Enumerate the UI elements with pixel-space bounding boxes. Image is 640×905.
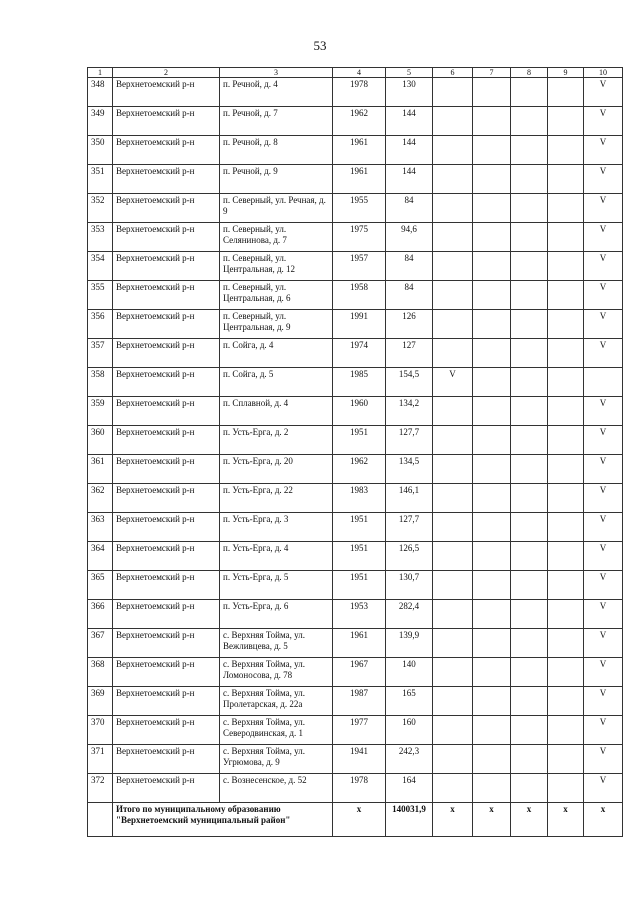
col-8-mark [511, 136, 548, 165]
year-cell: 1941 [333, 745, 386, 774]
col-7-mark [473, 281, 511, 310]
table-row [88, 513, 623, 542]
table-row [88, 426, 623, 455]
row-number: 370 [88, 716, 113, 745]
col-6-mark [433, 78, 473, 107]
row-number: 363 [88, 513, 113, 542]
col-7-mark [473, 136, 511, 165]
col-8-mark [511, 368, 548, 397]
address-cell: с. Верхняя Тойма, ул. Ломоносова, д. 78 [220, 658, 333, 687]
col-6-mark [433, 252, 473, 281]
col-6-mark [433, 426, 473, 455]
col-7-mark [473, 339, 511, 368]
year-cell: 1955 [333, 194, 386, 223]
col-7-mark [473, 542, 511, 571]
col-9-mark [548, 600, 584, 629]
col-6-mark [433, 484, 473, 513]
column-header: 10 [584, 68, 623, 78]
year-cell: 1958 [333, 281, 386, 310]
area-cell: 127 [386, 339, 433, 368]
row-number: 357 [88, 339, 113, 368]
total-area: 140031,9 [386, 803, 433, 837]
table-row [88, 658, 623, 687]
col-10-mark: V [584, 774, 623, 803]
district-cell: Верхнетоемский р-н [113, 252, 220, 281]
col-9-mark [548, 745, 584, 774]
col-6-mark [433, 716, 473, 745]
row-number: 359 [88, 397, 113, 426]
col-7-mark [473, 78, 511, 107]
address-cell: п. Усть-Ерга, д. 2 [220, 426, 333, 455]
col-9-mark [548, 397, 584, 426]
district-cell: Верхнетоемский р-н [113, 165, 220, 194]
year-cell: 1987 [333, 687, 386, 716]
area-cell: 154,5 [386, 368, 433, 397]
col-10-mark: V [584, 658, 623, 687]
col-10-mark: V [584, 223, 623, 252]
area-cell: 84 [386, 252, 433, 281]
total-col-6: x [433, 803, 473, 837]
year-cell: 1983 [333, 484, 386, 513]
year-cell: 1978 [333, 78, 386, 107]
col-8-mark [511, 571, 548, 600]
area-cell: 242,3 [386, 745, 433, 774]
col-10-mark: V [584, 716, 623, 745]
address-cell: с. Верхняя Тойма, ул. Угрюмова, д. 9 [220, 745, 333, 774]
year-cell: 1961 [333, 165, 386, 194]
address-cell: п. Усть-Ерга, д. 20 [220, 455, 333, 484]
area-cell: 144 [386, 165, 433, 194]
district-cell: Верхнетоемский р-н [113, 774, 220, 803]
area-cell: 84 [386, 281, 433, 310]
col-7-mark [473, 571, 511, 600]
col-10-mark: V [584, 281, 623, 310]
table-row [88, 165, 623, 194]
col-6-mark [433, 687, 473, 716]
year-cell: 1961 [333, 629, 386, 658]
col-6-mark [433, 397, 473, 426]
district-cell: Верхнетоемский р-н [113, 397, 220, 426]
col-7-mark [473, 658, 511, 687]
table-row [88, 629, 623, 658]
col-8-mark [511, 542, 548, 571]
col-7-mark [473, 107, 511, 136]
col-7-mark [473, 484, 511, 513]
district-cell: Верхнетоемский р-н [113, 107, 220, 136]
area-cell: 94,6 [386, 223, 433, 252]
address-cell: п. Речной, д. 9 [220, 165, 333, 194]
table-body [88, 78, 623, 803]
col-10-mark: V [584, 397, 623, 426]
total-col-8: x [511, 803, 548, 837]
col-10-mark: V [584, 455, 623, 484]
col-7-mark [473, 687, 511, 716]
col-7-mark [473, 165, 511, 194]
area-cell: 164 [386, 774, 433, 803]
col-10-mark: V [584, 484, 623, 513]
col-10-mark: V [584, 426, 623, 455]
address-cell: с. Вознесенское, д. 52 [220, 774, 333, 803]
col-9-mark [548, 542, 584, 571]
area-cell: 127,7 [386, 426, 433, 455]
col-9-mark [548, 78, 584, 107]
district-cell: Верхнетоемский р-н [113, 629, 220, 658]
district-cell: Верхнетоемский р-н [113, 745, 220, 774]
table-row [88, 687, 623, 716]
address-cell: п. Усть-Ерга, д. 6 [220, 600, 333, 629]
col-9-mark [548, 194, 584, 223]
col-6-mark [433, 571, 473, 600]
year-cell: 1962 [333, 455, 386, 484]
district-cell: Верхнетоемский р-н [113, 368, 220, 397]
address-cell: п. Речной, д. 8 [220, 136, 333, 165]
table-row [88, 484, 623, 513]
district-cell: Верхнетоемский р-н [113, 339, 220, 368]
col-7-mark [473, 629, 511, 658]
col-9-mark [548, 223, 584, 252]
year-cell: 1953 [333, 600, 386, 629]
col-9-mark [548, 484, 584, 513]
district-cell: Верхнетоемский р-н [113, 687, 220, 716]
row-number: 356 [88, 310, 113, 339]
address-cell: п. Усть-Ерга, д. 22 [220, 484, 333, 513]
col-9-mark [548, 368, 584, 397]
column-header: 7 [473, 68, 511, 78]
col-6-mark [433, 600, 473, 629]
col-7-mark [473, 455, 511, 484]
col-6-mark [433, 223, 473, 252]
address-cell: п. Северный, ул. Центральная, д. 9 [220, 310, 333, 339]
row-number: 360 [88, 426, 113, 455]
col-8-mark [511, 426, 548, 455]
year-cell: 1961 [333, 136, 386, 165]
area-cell: 165 [386, 687, 433, 716]
row-number: 362 [88, 484, 113, 513]
table-row [88, 542, 623, 571]
area-cell: 140 [386, 658, 433, 687]
col-9-mark [548, 281, 584, 310]
table-row [88, 600, 623, 629]
col-8-mark [511, 252, 548, 281]
row-number: 353 [88, 223, 113, 252]
row-number: 348 [88, 78, 113, 107]
district-cell: Верхнетоемский р-н [113, 136, 220, 165]
row-number: 364 [88, 542, 113, 571]
district-cell: Верхнетоемский р-н [113, 223, 220, 252]
area-cell: 130,7 [386, 571, 433, 600]
row-number: 372 [88, 774, 113, 803]
column-header: 4 [333, 68, 386, 78]
col-8-mark [511, 600, 548, 629]
col-7-mark [473, 223, 511, 252]
col-7-mark [473, 310, 511, 339]
column-header: 1 [88, 68, 113, 78]
total-col-10: x [584, 803, 623, 837]
district-cell: Верхнетоемский р-н [113, 571, 220, 600]
col-6-mark [433, 455, 473, 484]
total-label: Итого по муниципальному образованию "Верхнетоемский муниципальный район" [113, 803, 333, 837]
col-6-mark [433, 658, 473, 687]
col-6-mark [433, 629, 473, 658]
table-row [88, 571, 623, 600]
total-year: x [333, 803, 386, 837]
row-number: 351 [88, 165, 113, 194]
row-number: 349 [88, 107, 113, 136]
col-7-mark [473, 716, 511, 745]
year-cell: 1975 [333, 223, 386, 252]
page-number: 53 [313, 38, 327, 53]
col-7-mark [473, 774, 511, 803]
table-row [88, 339, 623, 368]
area-cell: 126,5 [386, 542, 433, 571]
area-cell: 282,4 [386, 600, 433, 629]
col-9-mark [548, 426, 584, 455]
col-9-mark [548, 716, 584, 745]
col-8-mark [511, 165, 548, 194]
col-7-mark [473, 600, 511, 629]
col-9-mark [548, 339, 584, 368]
col-6-mark [433, 107, 473, 136]
table-row [88, 310, 623, 339]
row-number: 352 [88, 194, 113, 223]
col-8-mark [511, 78, 548, 107]
address-cell: п. Сойга, д. 5 [220, 368, 333, 397]
area-cell: 130 [386, 78, 433, 107]
row-number: 369 [88, 687, 113, 716]
col-7-mark [473, 194, 511, 223]
col-8-mark [511, 484, 548, 513]
address-cell: п. Усть-Ерга, д. 4 [220, 542, 333, 571]
col-8-mark [511, 716, 548, 745]
col-8-mark [511, 281, 548, 310]
col-10-mark [584, 368, 623, 397]
col-10-mark: V [584, 78, 623, 107]
area-cell: 127,7 [386, 513, 433, 542]
table-row [88, 368, 623, 397]
row-number: 354 [88, 252, 113, 281]
total-empty-cell [88, 803, 113, 837]
col-9-mark [548, 455, 584, 484]
col-8-mark [511, 223, 548, 252]
col-10-mark: V [584, 136, 623, 165]
year-cell: 1962 [333, 107, 386, 136]
col-6-mark [433, 194, 473, 223]
col-8-mark [511, 310, 548, 339]
col-6-mark [433, 542, 473, 571]
col-9-mark [548, 658, 584, 687]
district-cell: Верхнетоемский р-н [113, 658, 220, 687]
col-8-mark [511, 629, 548, 658]
address-cell: п. Речной, д. 7 [220, 107, 333, 136]
col-8-mark [511, 687, 548, 716]
col-10-mark: V [584, 745, 623, 774]
district-cell: Верхнетоемский р-н [113, 194, 220, 223]
col-9-mark [548, 165, 584, 194]
address-cell: п. Усть-Ерга, д. 5 [220, 571, 333, 600]
col-8-mark [511, 658, 548, 687]
col-10-mark: V [584, 107, 623, 136]
col-6-mark [433, 339, 473, 368]
total-row [88, 803, 623, 837]
year-cell: 1974 [333, 339, 386, 368]
address-cell: п. Северный, ул. Селянинова, д. 7 [220, 223, 333, 252]
col-10-mark: V [584, 339, 623, 368]
col-7-mark [473, 252, 511, 281]
column-header: 6 [433, 68, 473, 78]
address-cell: п. Речной, д. 4 [220, 78, 333, 107]
col-6-mark [433, 745, 473, 774]
row-number: 368 [88, 658, 113, 687]
col-9-mark [548, 571, 584, 600]
year-cell: 1960 [333, 397, 386, 426]
col-8-mark [511, 774, 548, 803]
col-10-mark: V [584, 571, 623, 600]
column-number-header-row [88, 68, 623, 78]
year-cell: 1991 [333, 310, 386, 339]
year-cell: 1967 [333, 658, 386, 687]
col-9-mark [548, 774, 584, 803]
table-row [88, 397, 623, 426]
district-cell: Верхнетоемский р-н [113, 600, 220, 629]
col-6-mark [433, 281, 473, 310]
col-7-mark [473, 426, 511, 455]
address-cell: п. Северный, ул. Речная, д. 9 [220, 194, 333, 223]
district-cell: Верхнетоемский р-н [113, 281, 220, 310]
address-cell: п. Сплавной, д. 4 [220, 397, 333, 426]
col-9-mark [548, 629, 584, 658]
row-number: 365 [88, 571, 113, 600]
year-cell: 1957 [333, 252, 386, 281]
col-10-mark: V [584, 513, 623, 542]
housing-registry-table [87, 67, 623, 837]
district-cell: Верхнетоемский р-н [113, 716, 220, 745]
address-cell: с. Верхняя Тойма, ул. Северодвинская, д. 1 [220, 716, 333, 745]
table-row [88, 252, 623, 281]
total-col-9: x [548, 803, 584, 837]
column-header: 2 [113, 68, 220, 78]
district-cell: Верхнетоемский р-н [113, 542, 220, 571]
area-cell: 134,2 [386, 397, 433, 426]
district-cell: Верхнетоемский р-н [113, 78, 220, 107]
total-col-7: x [473, 803, 511, 837]
col-6-mark [433, 136, 473, 165]
row-number: 367 [88, 629, 113, 658]
col-8-mark [511, 339, 548, 368]
col-10-mark: V [584, 310, 623, 339]
district-cell: Верхнетоемский р-н [113, 513, 220, 542]
col-9-mark [548, 687, 584, 716]
col-10-mark: V [584, 629, 623, 658]
col-9-mark [548, 136, 584, 165]
col-8-mark [511, 745, 548, 774]
area-cell: 126 [386, 310, 433, 339]
row-number: 361 [88, 455, 113, 484]
col-6-mark [433, 774, 473, 803]
col-10-mark: V [584, 542, 623, 571]
table-row [88, 716, 623, 745]
col-6-mark [433, 513, 473, 542]
column-header: 9 [548, 68, 584, 78]
address-cell: п. Усть-Ерга, д. 3 [220, 513, 333, 542]
row-number: 366 [88, 600, 113, 629]
table-row [88, 78, 623, 107]
col-9-mark [548, 107, 584, 136]
col-6-mark [433, 165, 473, 194]
area-cell: 84 [386, 194, 433, 223]
year-cell: 1978 [333, 774, 386, 803]
address-cell: п. Сойга, д. 4 [220, 339, 333, 368]
year-cell: 1985 [333, 368, 386, 397]
area-cell: 139,9 [386, 629, 433, 658]
address-cell: п. Северный, ул. Центральная, д. 6 [220, 281, 333, 310]
col-10-mark: V [584, 165, 623, 194]
column-header: 3 [220, 68, 333, 78]
col-7-mark [473, 397, 511, 426]
district-cell: Верхнетоемский р-н [113, 310, 220, 339]
col-8-mark [511, 107, 548, 136]
area-cell: 144 [386, 107, 433, 136]
year-cell: 1951 [333, 542, 386, 571]
year-cell: 1951 [333, 571, 386, 600]
table-row [88, 455, 623, 484]
year-cell: 1977 [333, 716, 386, 745]
column-header: 5 [386, 68, 433, 78]
col-9-mark [548, 513, 584, 542]
table-row [88, 745, 623, 774]
col-7-mark [473, 368, 511, 397]
column-header: 8 [511, 68, 548, 78]
year-cell: 1951 [333, 513, 386, 542]
district-cell: Верхнетоемский р-н [113, 426, 220, 455]
table-row [88, 223, 623, 252]
district-cell: Верхнетоемский р-н [113, 455, 220, 484]
col-6-mark [433, 310, 473, 339]
col-7-mark [473, 513, 511, 542]
table-row [88, 107, 623, 136]
col-6-mark: V [433, 368, 473, 397]
col-10-mark: V [584, 252, 623, 281]
table-row [88, 774, 623, 803]
col-10-mark: V [584, 600, 623, 629]
row-number: 371 [88, 745, 113, 774]
table-row [88, 281, 623, 310]
table-row [88, 194, 623, 223]
col-8-mark [511, 194, 548, 223]
table-row [88, 136, 623, 165]
area-cell: 160 [386, 716, 433, 745]
col-9-mark [548, 252, 584, 281]
row-number: 358 [88, 368, 113, 397]
area-cell: 144 [386, 136, 433, 165]
row-number: 350 [88, 136, 113, 165]
col-8-mark [511, 455, 548, 484]
address-cell: п. Северный, ул. Центральная, д. 12 [220, 252, 333, 281]
year-cell: 1951 [333, 426, 386, 455]
col-8-mark [511, 513, 548, 542]
area-cell: 146,1 [386, 484, 433, 513]
col-8-mark [511, 397, 548, 426]
row-number: 355 [88, 281, 113, 310]
col-10-mark: V [584, 687, 623, 716]
address-cell: с. Верхняя Тойма, ул. Пролетарская, д. 22а [220, 687, 333, 716]
col-10-mark: V [584, 194, 623, 223]
address-cell: с. Верхняя Тойма, ул. Вежливцева, д. 5 [220, 629, 333, 658]
col-7-mark [473, 745, 511, 774]
district-cell: Верхнетоемский р-н [113, 484, 220, 513]
col-9-mark [548, 310, 584, 339]
area-cell: 134,5 [386, 455, 433, 484]
